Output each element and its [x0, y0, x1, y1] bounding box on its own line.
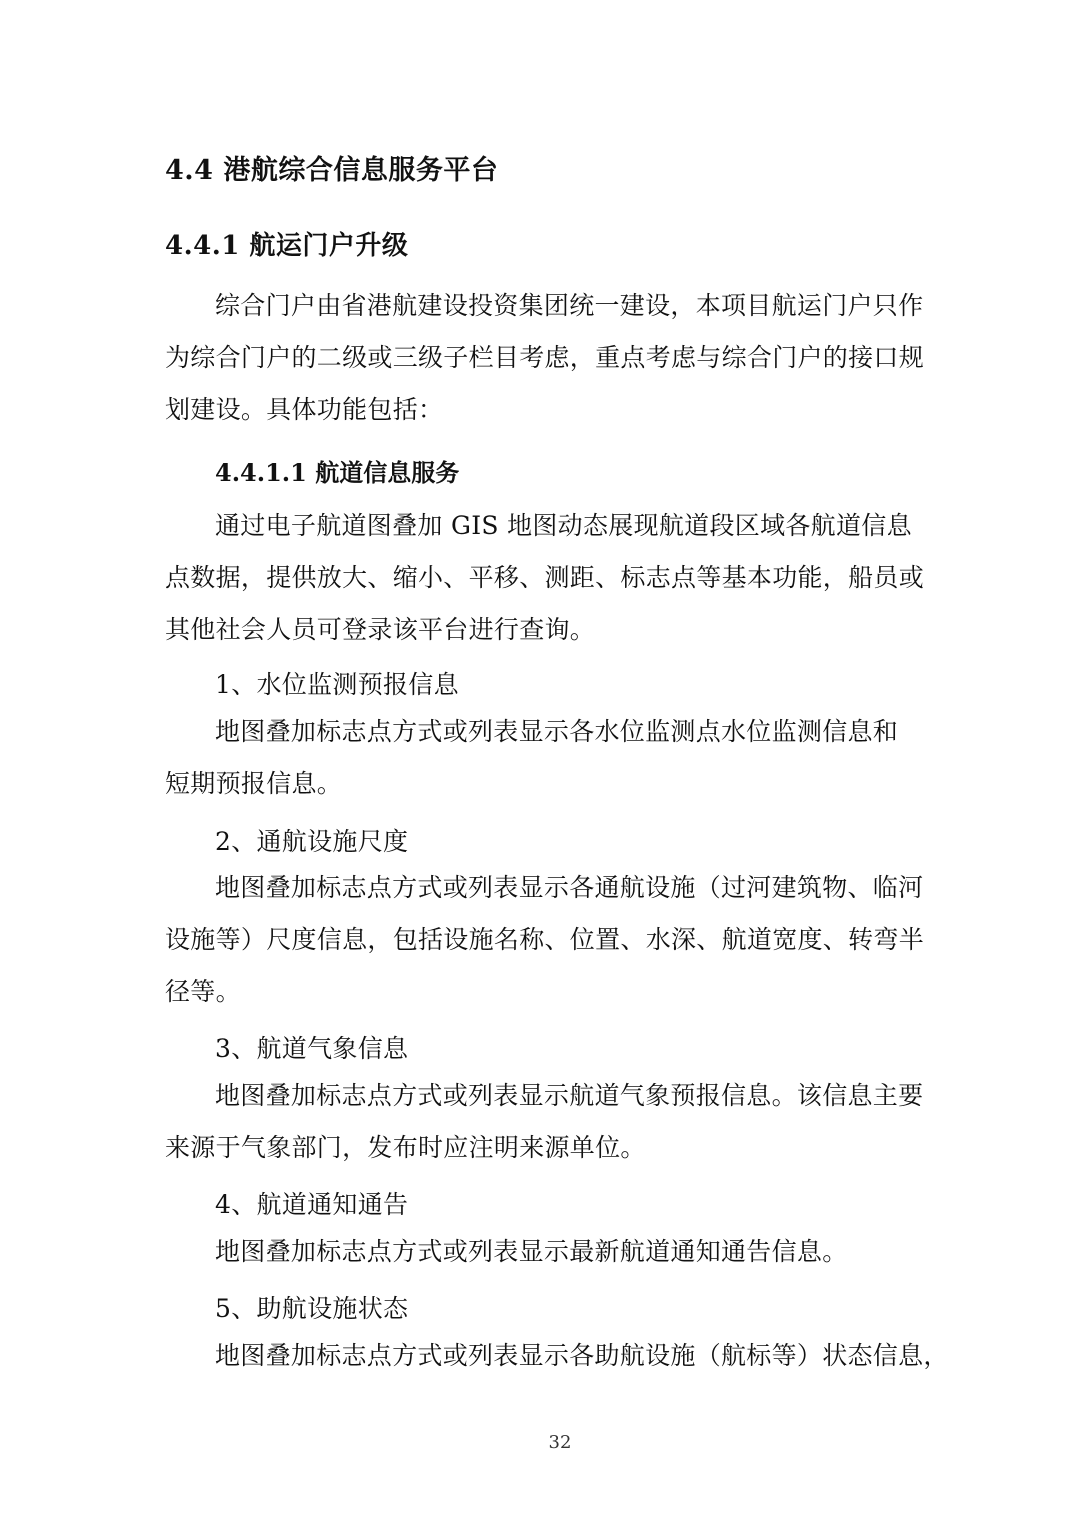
paragraph-line: 地图叠加标志点方式或列表显示最新航道通知通告信息。 [215, 1237, 848, 1266]
service-paragraph [165, 500, 925, 656]
item-paragraph-aids-status [165, 1330, 949, 1382]
paragraph-line: 其他社会人员可登录该平台进行查询。 [165, 615, 596, 644]
paragraph-line: 通过电子航道图叠加 GIS 地图动态展现航道段区域各航道信息 [215, 511, 912, 540]
paragraph-line: 综合门户由省港航建设投资集团统一建设，本项目航运门户只作 [215, 291, 924, 320]
paragraph-line: 设施等）尺度信息，包括设施名称、位置、水深、航道宽度、转弯半 [165, 925, 925, 954]
paragraph-line: 短期预报信息。 [165, 769, 343, 798]
intro-paragraph [165, 280, 925, 436]
item-title-water-level: 1、水位监测预报信息 [215, 670, 459, 699]
subsection-heading-4-4-1: 4.4.1 航运门户升级 [165, 231, 409, 261]
section-heading-4-4: 4.4 港航综合信息服务平台 [165, 155, 499, 186]
item-paragraph-water-level [165, 706, 925, 810]
paragraph-line: 径等。 [165, 977, 241, 1006]
paragraph-line: 地图叠加标志点方式或列表显示各助航设施（航标等）状态信息， [215, 1341, 949, 1370]
item-title-weather: 3、航道气象信息 [215, 1034, 409, 1063]
paragraph-line: 点数据，提供放大、缩小、平移、测距、标志点等基本功能，船员或 [165, 563, 925, 592]
paragraph-line: 来源于气象部门，发布时应注明来源单位。 [165, 1133, 646, 1162]
page-number: 32 [548, 1432, 572, 1453]
item-title-aids-status: 5、助航设施状态 [215, 1294, 409, 1323]
item-paragraph-navigation-facility [165, 862, 925, 1018]
paragraph-line: 为综合门户的二级或三级子栏目考虑，重点考虑与综合门户的接口规 [165, 343, 925, 372]
subsubsection-heading-4-4-1-1: 4.4.1.1 航道信息服务 [215, 458, 460, 487]
item-title-navigation-facility: 2、通航设施尺度 [215, 827, 409, 856]
paragraph-line: 地图叠加标志点方式或列表显示各水位监测点水位监测信息和 [215, 717, 899, 746]
item-title-notices: 4、航道通知通告 [215, 1190, 409, 1219]
paragraph-line: 划建设。具体功能包括： [165, 395, 444, 424]
paragraph-line: 地图叠加标志点方式或列表显示航道气象预报信息。该信息主要 [215, 1081, 924, 1110]
item-paragraph-notices [165, 1226, 925, 1278]
item-paragraph-weather [165, 1070, 925, 1174]
paragraph-line: 地图叠加标志点方式或列表显示各通航设施（过河建筑物、临河 [215, 873, 924, 902]
